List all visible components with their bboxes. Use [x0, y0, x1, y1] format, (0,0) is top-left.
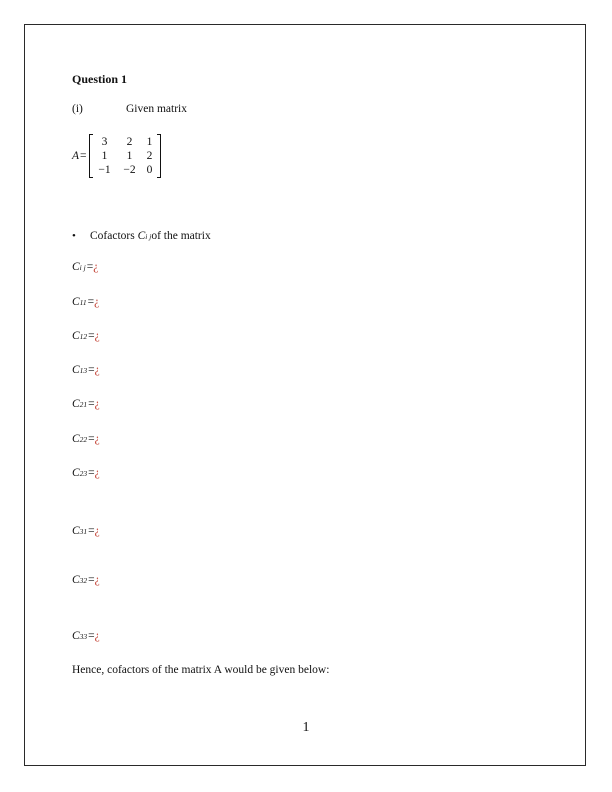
bullet-subscript: i j: [145, 232, 152, 241]
cofactor-placeholder-mark: ¿: [94, 525, 100, 537]
cofactor-subscript: 33: [79, 632, 88, 641]
matrix-cell: −1: [98, 164, 111, 176]
bullet-icon: •: [72, 230, 76, 242]
cofactor-equals: =: [88, 467, 95, 479]
cofactor-subscript: 23: [79, 469, 88, 478]
cofactor-equals: =: [88, 364, 95, 376]
cofactor-placeholder-mark: ¿: [93, 261, 99, 273]
page-number: 1: [302, 720, 310, 735]
cofactor-placeholder-mark: ¿: [94, 364, 100, 376]
cofactor-symbol: C: [72, 398, 80, 410]
cofactor-equals: =: [88, 398, 95, 410]
cofactor-line: [72, 574, 100, 586]
bullet-text-after: of the matrix: [151, 230, 211, 242]
matrix-cell: 3: [101, 136, 108, 148]
matrix-cell: 2: [126, 136, 133, 148]
matrix-cell: 2: [146, 150, 153, 162]
cofactor-symbol: C: [72, 574, 80, 586]
matrix-cell: 1: [146, 136, 153, 148]
matrix-equation: [72, 133, 161, 179]
part-text: Given matrix: [126, 103, 187, 115]
cofactor-line: [72, 433, 100, 445]
cofactor-line: [72, 261, 98, 273]
cofactor-placeholder-mark: ¿: [94, 330, 100, 342]
cofactor-symbol: C: [72, 364, 80, 376]
cofactor-symbol: C: [72, 433, 80, 445]
cofactor-subscript: 12: [79, 332, 88, 341]
cofactor-placeholder-mark: ¿: [94, 433, 100, 445]
matrix-cell: 1: [101, 150, 108, 162]
cofactor-equals: =: [88, 330, 95, 342]
cofactor-symbol: C: [72, 296, 80, 308]
cofactor-symbol: C: [72, 467, 80, 479]
cofactor-equals: =: [88, 574, 95, 586]
right-bracket: [157, 134, 161, 178]
cofactor-line: [72, 467, 100, 479]
cofactor-equals: =: [88, 525, 95, 537]
cofactor-line: [72, 364, 100, 376]
cofactor-equals: =: [87, 296, 95, 308]
cofactor-line: [72, 630, 100, 642]
cofactor-symbol: C: [72, 330, 80, 342]
cofactor-placeholder-mark: ¿: [94, 630, 100, 642]
cofactor-placeholder-mark: ¿: [94, 574, 100, 586]
bullet-text-before: Cofactors: [90, 230, 138, 242]
cofactor-subscript: 32: [79, 576, 88, 585]
cofactor-equals: =: [88, 630, 95, 642]
cofactor-subscript: 11: [79, 298, 87, 307]
question-title: Question 1: [72, 72, 128, 86]
bullet-symbol-c: C: [137, 230, 146, 242]
cofactor-subscript: 31: [79, 527, 88, 536]
part-label: (i): [72, 103, 83, 115]
cofactor-placeholder-mark: ¿: [94, 467, 100, 479]
cofactor-line: [72, 525, 100, 537]
cofactor-equals: =: [86, 261, 94, 273]
cofactor-subscript: 13: [79, 366, 88, 375]
cofactor-placeholder-mark: ¿: [94, 398, 100, 410]
matrix-name: A: [72, 150, 80, 162]
matrix-grid: [93, 135, 157, 177]
cofactor-line: [72, 296, 99, 308]
matrix-equals: =: [80, 150, 87, 162]
cofactor-symbol: C: [72, 261, 80, 273]
cofactor-equals: =: [88, 433, 95, 445]
cofactor-placeholder-mark: ¿: [94, 296, 100, 308]
conclusion-text: Hence, cofactors of the matrix A would be given below:: [72, 664, 330, 676]
matrix-cell: 1: [126, 150, 133, 162]
cofactor-symbol: C: [72, 630, 80, 642]
cofactor-line: [72, 330, 100, 342]
matrix-cell: −2: [123, 164, 136, 176]
cofactors-bullet: [72, 230, 211, 242]
cofactor-line: [72, 398, 100, 410]
cofactor-subscript: 22: [79, 435, 88, 444]
matrix-cell: 0: [146, 164, 153, 176]
cofactor-symbol: C: [72, 525, 80, 537]
cofactor-subscript: 21: [79, 400, 88, 409]
cofactor-subscript: i j: [79, 263, 86, 272]
